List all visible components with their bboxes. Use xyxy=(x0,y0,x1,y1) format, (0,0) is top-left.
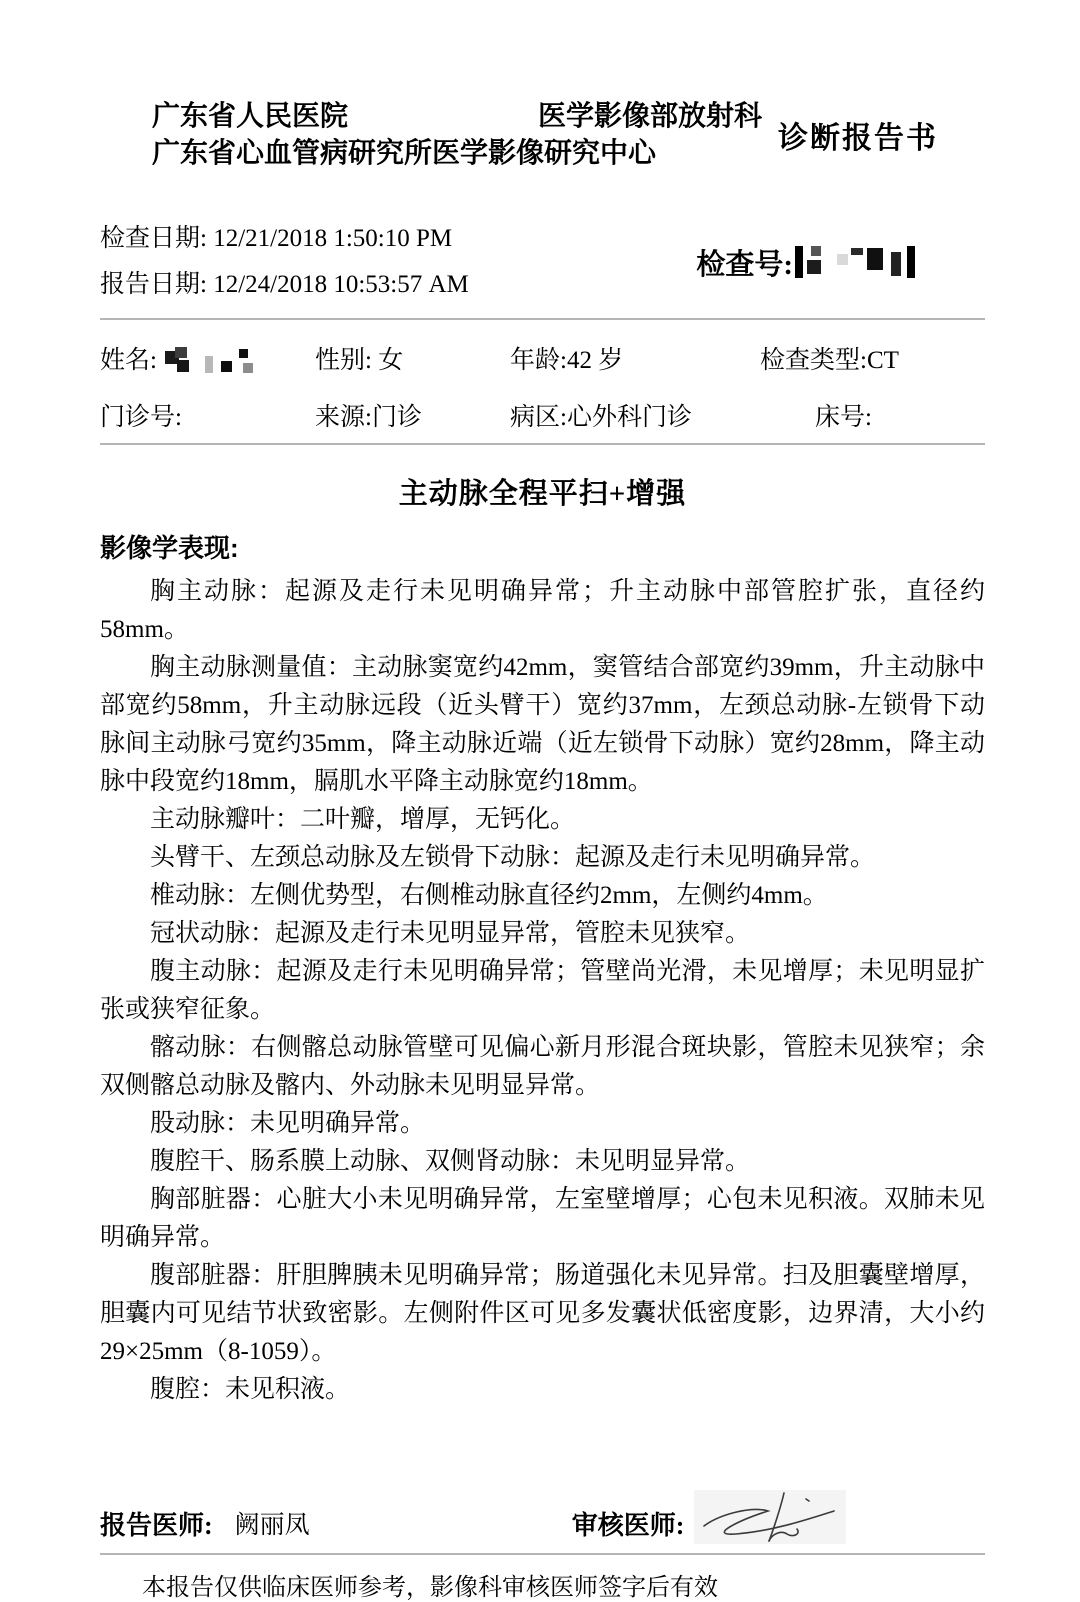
finding-paragraph: 腹部脏器：肝胆脾胰未见明确异常；肠道强化未见异常。扫及胆囊壁增厚，胆囊内可见结节状致密影。左侧附件区可见多发囊状低密度影，边界清，大小约29×25mm（8-1059）。 xyxy=(100,1262,985,1366)
report-footer xyxy=(100,1495,985,1602)
ward-cell xyxy=(510,397,760,433)
divider-above-disclaimer xyxy=(100,1553,985,1555)
hospital-name: 广东省人民医院 xyxy=(152,101,349,132)
exam-type-value: CT xyxy=(866,347,899,374)
findings-section-label: 影像学表现: xyxy=(100,533,239,564)
exam-type-cell xyxy=(760,340,985,377)
reporting-physician-name: 阙丽凤 xyxy=(234,1512,310,1540)
reporting-physician-label: 报告医师: xyxy=(100,1510,213,1540)
physicians-row xyxy=(100,1495,985,1551)
hospital-name-block xyxy=(152,98,762,172)
source-label: 来源: xyxy=(315,404,372,432)
finding-paragraph: 冠状动脉：起源及走行未见明显异常，管腔未见狭窄。 xyxy=(150,920,751,948)
finding-paragraph: 胸主动脉测量值：主动脉窦宽约42mm，窦管结合部宽约39mm，升主动脉中部宽约58mm，升主动脉远段（近头臂干）宽约37mm，左颈总动脉-左锁骨下动脉间主动脉弓宽约35mm，降主动脉近端（近左锁骨下动脉）宽约28mm，降主动脉中段宽约18mm，膈肌水平降主动脉宽约18mm。 xyxy=(100,654,985,796)
finding-paragraph: 胸主动脉：起源及走行未见明确异常；升主动脉中部管腔扩张，直径约58mm。 xyxy=(100,578,985,644)
report-date-row xyxy=(100,262,469,308)
bed-no-cell xyxy=(760,397,985,433)
gender-cell xyxy=(315,340,510,377)
report-date-value: 12/24/2018 10:53:57 AM xyxy=(213,271,469,298)
exam-date-value: 12/21/2018 1:50:10 PM xyxy=(213,225,453,252)
finding-paragraph: 腹腔：未见积液。 xyxy=(150,1376,351,1404)
report-title: 诊断报告书 xyxy=(778,122,938,155)
finding-paragraph: 股动脉：未见明确异常。 xyxy=(150,1110,426,1138)
finding-paragraph: 头臂干、左颈总动脉及左锁骨下动脉：起源及走行未见明确异常。 xyxy=(150,844,876,872)
report-date-label: 报告日期: xyxy=(100,271,207,298)
ward-label: 病区: xyxy=(510,404,567,432)
exam-type-label: 检查类型: xyxy=(760,347,867,374)
age-label: 年龄: xyxy=(510,347,567,374)
outpatient-no-label: 门诊号: xyxy=(100,404,182,432)
reviewing-physician-label: 审核医师: xyxy=(571,1510,685,1540)
exam-no-redacted-value xyxy=(793,244,945,280)
name-cell xyxy=(100,340,315,377)
divider-under-dates xyxy=(100,318,985,320)
finding-paragraph: 腹腔干、肠系膜上动脉、双侧肾动脉：未见明显异常。 xyxy=(150,1148,751,1176)
ward-value: 心外科门诊 xyxy=(566,404,692,432)
study-title: 主动脉全程平扫+增强 xyxy=(398,478,687,511)
reviewer-signature xyxy=(694,1490,846,1544)
disclaimer-text: 本报告仅供临床医师参考，影像科审核医师签字后有效 xyxy=(142,1574,718,1602)
finding-paragraph: 髂动脉：右侧髂总动脉管壁可见偏心新月形混合斑块影，管腔未见狭窄；余双侧髂总动脉及髂内、外动脉未见明显异常。 xyxy=(100,1034,985,1100)
exam-date-row xyxy=(100,216,469,262)
research-center-name: 广东省心血管病研究所医学影像研究中心 xyxy=(152,138,657,169)
outpatient-no-cell xyxy=(100,397,315,433)
dates-block xyxy=(100,216,469,308)
finding-paragraph: 腹主动脉：起源及走行未见明确异常；管壁尚光滑，未见增厚；未见明显扩张或狭窄征象。 xyxy=(100,958,985,1024)
exam-no-block xyxy=(696,242,945,283)
gender-label: 性别: xyxy=(315,347,372,374)
age-cell xyxy=(510,340,760,377)
source-value: 门诊 xyxy=(371,404,422,432)
patient-info-table xyxy=(100,340,985,433)
exam-date-label: 检查日期: xyxy=(100,225,207,252)
divider-under-patient xyxy=(100,443,985,445)
meta-section xyxy=(100,216,985,308)
findings-body xyxy=(100,573,985,1409)
exam-no-label: 检查号: xyxy=(696,248,793,281)
name-label: 姓名: xyxy=(100,347,157,374)
finding-paragraph: 椎动脉：左侧优势型，右侧椎动脉直径约2mm，左侧约4mm。 xyxy=(150,882,828,910)
source-cell xyxy=(315,397,510,433)
age-value: 42 岁 xyxy=(566,347,624,374)
bed-no-label: 床号: xyxy=(815,404,872,432)
signature-scribble-icon xyxy=(694,1490,846,1544)
name-redacted-value xyxy=(163,347,263,377)
report-header xyxy=(100,98,985,172)
finding-paragraph: 主动脉瓣叶：二叶瓣，增厚，无钙化。 xyxy=(150,806,576,834)
gender-value: 女 xyxy=(378,347,404,374)
department-name: 医学影像部放射科 xyxy=(537,101,762,132)
finding-paragraph: 胸部脏器：心脏大小未见明确异常，左室壁增厚；心包未见积液。双肺未见明确异常。 xyxy=(100,1186,985,1252)
